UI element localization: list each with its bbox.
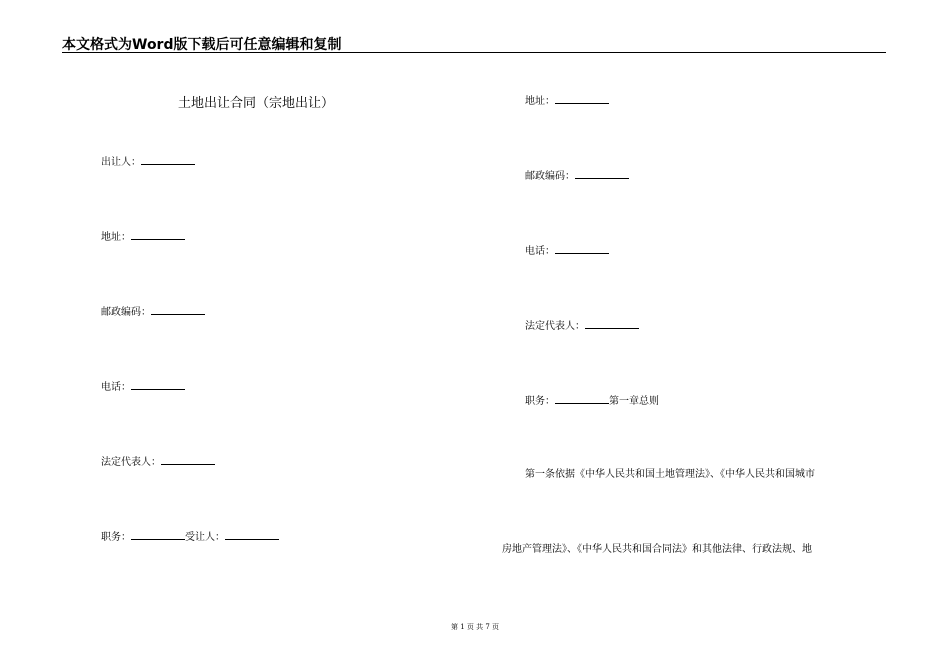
right-postcode-label: 邮政编码：: [525, 171, 575, 182]
right-legal-rep-line: [525, 318, 639, 334]
transferee-label: 受让人：: [185, 532, 225, 543]
left-position-label: 职务：: [101, 532, 131, 543]
right-address-blank: [555, 93, 609, 104]
left-legal-rep-label: 法定代表人：: [101, 457, 161, 468]
transferor-blank: [141, 154, 195, 165]
right-position-line: [525, 393, 659, 409]
left-address-label: 地址：: [101, 232, 131, 243]
article-1-line-2: 房地产管理法》、《中华人民共和国合同法》和其他法律、行政法规、地: [502, 544, 812, 555]
page-header: [62, 34, 886, 53]
right-phone-line: [525, 243, 609, 259]
right-postcode-line: [525, 168, 629, 184]
right-phone-blank: [555, 243, 609, 254]
chapter-title: 第一章总则: [609, 396, 659, 407]
left-legal-rep-line: [101, 454, 215, 470]
right-postcode-blank: [575, 168, 629, 179]
transferor-label: 出让人：: [101, 157, 141, 168]
left-phone-blank: [131, 379, 185, 390]
left-legal-rep-blank: [161, 454, 215, 465]
left-position-line: [101, 529, 279, 545]
left-postcode-line: [101, 304, 205, 320]
left-position-blank: [131, 529, 185, 540]
right-address-line: [525, 93, 609, 109]
left-address-blank: [131, 229, 185, 240]
left-postcode-blank: [151, 304, 205, 315]
left-phone-line: [101, 379, 185, 395]
right-phone-label: 电话：: [525, 246, 555, 257]
header-text: 本文格式为Word版下载后可任意编辑和复制: [62, 37, 342, 53]
left-phone-label: 电话：: [101, 382, 131, 393]
page-footer: 第 1 页 共 7 页: [450, 623, 500, 631]
transferee-blank: [225, 529, 279, 540]
right-legal-rep-label: 法定代表人：: [525, 321, 585, 332]
document-title: 土地出让合同（宗地出让）: [178, 96, 335, 111]
right-legal-rep-blank: [585, 318, 639, 329]
article-1-line-1: 第一条依据《中华人民共和国土地管理法》、《中华人民共和国城市: [525, 469, 815, 480]
right-position-blank: [555, 393, 609, 404]
transferor-line: [101, 154, 195, 170]
right-position-label: 职务：: [525, 396, 555, 407]
left-postcode-label: 邮政编码：: [101, 307, 151, 318]
left-address-line: [101, 229, 185, 245]
right-address-label: 地址：: [525, 96, 555, 107]
